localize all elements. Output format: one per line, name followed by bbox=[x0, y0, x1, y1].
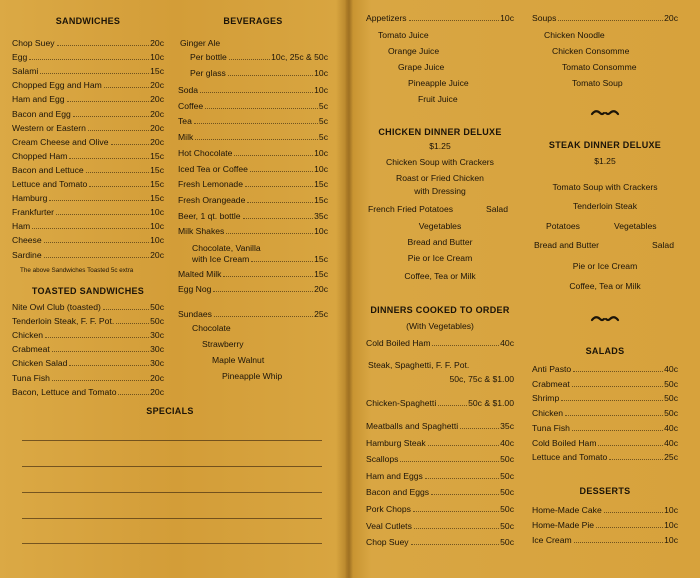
chicken-dinner-line: Bread and Butter bbox=[407, 237, 473, 247]
item-price: 20c bbox=[150, 38, 164, 48]
menu-row bbox=[178, 178, 328, 190]
menu-row bbox=[532, 519, 678, 531]
item-price: 50c bbox=[500, 520, 514, 531]
dot-leader bbox=[413, 510, 499, 512]
item-price: 20c bbox=[150, 108, 164, 119]
ornament-icon bbox=[590, 108, 620, 118]
specials-line bbox=[22, 466, 322, 467]
menu-row bbox=[12, 37, 164, 49]
item-name: Fresh Orangeade bbox=[178, 194, 246, 205]
item-name: Ice Cream bbox=[532, 535, 572, 546]
menu-row bbox=[178, 210, 328, 222]
dot-leader bbox=[86, 171, 149, 173]
dot-leader bbox=[598, 444, 663, 446]
item-price: 10c bbox=[314, 163, 328, 174]
item-name: Cream Cheese and Olive bbox=[12, 136, 109, 147]
item-price: 30c bbox=[150, 330, 164, 341]
dot-leader bbox=[460, 427, 499, 429]
dot-leader bbox=[29, 58, 149, 60]
chicken-dinner-line: Pie or Ice Cream bbox=[407, 253, 473, 263]
dot-leader bbox=[596, 526, 663, 528]
item-name: Lettuce and Tomato bbox=[532, 452, 608, 463]
item-name: Meatballs and Spaghetti bbox=[366, 421, 459, 431]
item-name: Soda bbox=[178, 85, 199, 95]
item-price: 35c bbox=[314, 210, 328, 221]
item-name: Home-Made Pie bbox=[532, 520, 595, 531]
dot-leader bbox=[205, 107, 318, 109]
dot-leader bbox=[572, 385, 663, 387]
dot-leader bbox=[565, 414, 663, 416]
menu-row: Malted Milk 15c bbox=[178, 269, 328, 279]
dot-leader bbox=[104, 86, 149, 88]
item-price: 10c bbox=[150, 207, 164, 218]
menu-row bbox=[366, 453, 514, 465]
dot-leader bbox=[245, 185, 313, 187]
menu-row bbox=[532, 534, 678, 546]
menu-row: Egg Nog 20c bbox=[178, 284, 328, 294]
menu-row bbox=[12, 343, 164, 355]
menu-row bbox=[178, 115, 328, 127]
menu-row bbox=[12, 65, 164, 77]
sundae-flavor: Pineapple Whip bbox=[222, 371, 283, 381]
item-name: Crabmeat bbox=[532, 378, 570, 389]
center-fold bbox=[345, 0, 353, 578]
specials-line bbox=[22, 543, 322, 544]
dot-leader bbox=[67, 100, 150, 102]
chicken-dinner-line: Roast or Fried Chicken bbox=[396, 173, 484, 183]
item-name: Tenderloin Steak, F. F. Pot. bbox=[12, 316, 115, 327]
dot-leader bbox=[561, 399, 663, 401]
item-name: Coffee bbox=[178, 100, 204, 111]
appetizer-item: Grape Juice bbox=[398, 62, 445, 72]
menu-row bbox=[532, 504, 678, 516]
dot-leader bbox=[57, 44, 150, 46]
item-price: 15c bbox=[150, 164, 164, 175]
menu-row bbox=[366, 503, 514, 515]
dot-leader bbox=[44, 241, 150, 243]
item-price: 10c bbox=[664, 535, 678, 546]
item-name: Beer, 1 qt. bottle bbox=[178, 210, 241, 221]
menu-row bbox=[178, 84, 328, 96]
desserts-title: DESSERTS bbox=[579, 486, 631, 496]
menu-row bbox=[12, 192, 164, 204]
item-name: Chop Suey bbox=[366, 537, 409, 548]
menu-row bbox=[12, 220, 164, 232]
sundae-flavor: Chocolate bbox=[192, 323, 231, 333]
item-price: 15c bbox=[150, 66, 164, 77]
item-price: 30c bbox=[150, 358, 164, 369]
menu-row bbox=[12, 315, 164, 327]
menu-row bbox=[178, 100, 328, 112]
menu-row: Per bottle 10c, 25c & 50c bbox=[190, 52, 328, 62]
dot-leader bbox=[44, 256, 150, 258]
dot-leader bbox=[49, 199, 149, 201]
sandwiches-title: SANDWICHES bbox=[55, 16, 121, 26]
dot-leader bbox=[52, 379, 149, 381]
appetizer-item: Orange Juice bbox=[388, 46, 440, 56]
item-price: 40c bbox=[664, 422, 678, 433]
dot-leader bbox=[103, 308, 149, 310]
dot-leader bbox=[431, 493, 499, 495]
item-price: 40c bbox=[500, 437, 514, 448]
item-price: 10c bbox=[314, 226, 328, 237]
soup-item: Tomato Soup bbox=[572, 78, 623, 88]
item-price: 50c bbox=[150, 316, 164, 327]
steak-dinner-line: Pie or Ice Cream bbox=[572, 261, 638, 271]
item-name: Salami bbox=[12, 66, 39, 77]
item-name: Western or Eastern bbox=[12, 122, 86, 133]
sundae-flavor: Strawberry bbox=[202, 339, 244, 349]
item-name: Hamburg bbox=[12, 193, 48, 204]
item-name: Milk Shakes bbox=[178, 226, 225, 237]
item-name: Chicken bbox=[12, 330, 44, 341]
menu-row bbox=[12, 136, 164, 148]
dot-leader bbox=[52, 350, 149, 352]
menu-row: Cold Boiled Ham 40c bbox=[366, 338, 514, 348]
dinners-title: DINNERS COOKED TO ORDER bbox=[370, 305, 510, 315]
steak-dinner-line: Coffee, Tea or Milk bbox=[569, 281, 641, 291]
appetizer-item: Fruit Juice bbox=[418, 94, 458, 104]
item-price: 50c bbox=[150, 302, 164, 312]
menu-row bbox=[366, 486, 514, 498]
menu-row bbox=[178, 147, 328, 159]
menu-row: Chicken-Spaghetti 50c & $1.00 bbox=[366, 398, 514, 408]
steak-dinner-line: Tomato Soup with Crackers bbox=[552, 182, 658, 192]
menu-row bbox=[366, 420, 514, 432]
item-price: 5c bbox=[318, 100, 328, 111]
menu-row bbox=[178, 194, 328, 206]
menu-row bbox=[12, 51, 164, 63]
item-name: Chicken Salad bbox=[12, 358, 68, 369]
steak-dinner-line: Vegetables bbox=[614, 221, 657, 231]
item-name: Veal Cutlets bbox=[366, 520, 412, 531]
item-name: Hot Chocolate bbox=[178, 147, 233, 158]
item-name: Cheese bbox=[12, 235, 42, 246]
item-name: Shrimp bbox=[532, 393, 560, 404]
item-name: Chopped Egg and Ham bbox=[12, 80, 102, 91]
menu-row bbox=[12, 122, 164, 134]
menu-row bbox=[12, 164, 164, 176]
dot-leader bbox=[195, 138, 318, 140]
dot-leader bbox=[56, 213, 149, 215]
item-price: 20c bbox=[150, 122, 164, 133]
menu-row: with Ice Cream 15c bbox=[192, 254, 328, 264]
item-price: 50c bbox=[500, 537, 514, 548]
item-name: Ham and Eggs bbox=[366, 470, 423, 481]
soup-item: Tomato Consomme bbox=[562, 62, 637, 72]
dot-leader bbox=[411, 543, 500, 545]
item-price: 10c bbox=[150, 235, 164, 246]
specials-line bbox=[22, 440, 322, 441]
item-price: 50c bbox=[500, 470, 514, 481]
chicken-dinner-line: Vegetables bbox=[418, 221, 462, 231]
menu-row bbox=[178, 225, 328, 237]
menu-row bbox=[12, 178, 164, 190]
dot-leader bbox=[89, 185, 149, 187]
dot-leader bbox=[111, 143, 150, 145]
item-name: Egg bbox=[12, 52, 28, 63]
item-price: 20c bbox=[150, 249, 164, 260]
item-price: 25c bbox=[664, 452, 678, 463]
chicken-dinner-title: CHICKEN DINNER DELUXE bbox=[378, 127, 502, 137]
item-name: Iced Tea or Coffee bbox=[178, 163, 248, 174]
menu-row bbox=[532, 437, 678, 449]
item-name: Frankfurter bbox=[12, 207, 55, 218]
dot-leader bbox=[32, 227, 149, 229]
menu-row bbox=[532, 451, 678, 463]
steak-spaghetti-price: 50c, 75c & $1.00 bbox=[449, 374, 514, 384]
item-price: 20c bbox=[150, 80, 164, 91]
item-name: Cold Boiled Ham bbox=[532, 437, 597, 448]
choc-vanilla-label: Chocolate, Vanilla bbox=[192, 243, 261, 253]
menu-row bbox=[12, 234, 164, 246]
dot-leader bbox=[234, 154, 313, 156]
item-price: 5c bbox=[318, 116, 328, 127]
dot-leader bbox=[250, 170, 313, 172]
menu-row bbox=[532, 378, 678, 390]
item-name: Bacon and Egg bbox=[12, 108, 71, 119]
menu-row bbox=[366, 470, 514, 482]
item-price: 10c bbox=[314, 147, 328, 158]
menu-row bbox=[366, 520, 514, 532]
chicken-dinner-price: $1.25 bbox=[429, 141, 451, 151]
steak-spaghetti-name: Steak, Spaghetti, F. F. Pot. bbox=[368, 360, 470, 370]
menu-row bbox=[366, 536, 514, 548]
menu-row: Sundaes 25c bbox=[178, 309, 328, 319]
menu-row bbox=[12, 150, 164, 162]
menu-row: Soups 20c bbox=[532, 13, 678, 23]
menu-row: Appetizers 10c bbox=[366, 13, 514, 23]
steak-dinner-line: Salad bbox=[652, 240, 674, 250]
item-name: Lettuce and Tomato bbox=[12, 179, 88, 189]
dot-leader bbox=[572, 429, 663, 431]
dot-leader bbox=[73, 115, 149, 117]
item-price: 20c bbox=[150, 372, 164, 383]
item-name: Ham bbox=[12, 221, 31, 232]
chicken-dinner-line: Salad bbox=[486, 204, 508, 214]
dot-leader bbox=[200, 91, 313, 93]
ornament-icon bbox=[590, 314, 620, 324]
chicken-dinner-line: Chicken Soup with Crackers bbox=[386, 157, 494, 167]
chicken-dinner-line: with Dressing bbox=[414, 186, 466, 196]
column-beverages bbox=[178, 0, 328, 400]
appetizer-item: Tomato Juice bbox=[378, 30, 429, 40]
item-name: Nite Owl Club (toasted) bbox=[12, 302, 101, 312]
dot-leader bbox=[88, 129, 149, 131]
item-price: 20c bbox=[150, 386, 164, 397]
chicken-dinner-line: French Fried Potatoes bbox=[368, 204, 454, 214]
item-price: 15c bbox=[314, 194, 328, 205]
toasted-sandwiches-title: TOASTED SANDWICHES bbox=[31, 286, 145, 296]
menu-row bbox=[12, 386, 164, 398]
item-name: Fresh Lemonade bbox=[178, 179, 243, 190]
item-price: 40c bbox=[664, 437, 678, 448]
item-price: 10c bbox=[150, 52, 164, 63]
specials-line bbox=[22, 492, 322, 493]
menu-row bbox=[12, 249, 164, 261]
dot-leader bbox=[243, 217, 314, 219]
dot-leader bbox=[194, 122, 318, 124]
item-price: 10c bbox=[664, 520, 678, 531]
dot-leader bbox=[574, 541, 664, 543]
steak-dinner-line: Tenderloin Steak bbox=[572, 201, 638, 211]
menu-row bbox=[12, 206, 164, 218]
item-name: Tuna Fish bbox=[12, 372, 50, 383]
item-name: Hamburg Steak bbox=[366, 437, 426, 448]
item-price: 35c bbox=[500, 421, 514, 431]
item-name: Chicken bbox=[532, 408, 564, 419]
item-name: Anti Pasto bbox=[532, 364, 572, 374]
dot-leader bbox=[226, 232, 313, 234]
item-price: 15c bbox=[150, 193, 164, 204]
item-name: Home-Made Cake bbox=[532, 505, 602, 515]
dinners-subtitle: (With Vegetables) bbox=[406, 321, 474, 331]
dot-leader bbox=[425, 477, 499, 479]
dot-leader bbox=[45, 336, 149, 338]
steak-dinner-price: $1.25 bbox=[594, 156, 616, 166]
dot-leader bbox=[69, 157, 149, 159]
column-soups-salads bbox=[532, 0, 678, 578]
item-name: Chop Suey bbox=[12, 38, 55, 48]
menu-row bbox=[532, 422, 678, 434]
menu-row bbox=[366, 437, 514, 449]
toasted-extra-note: The above Sandwiches Toasted 5c extra bbox=[20, 267, 134, 274]
dot-leader bbox=[573, 370, 663, 372]
dot-leader bbox=[118, 393, 149, 395]
item-price: 10c bbox=[664, 505, 678, 515]
dot-leader bbox=[400, 460, 499, 462]
menu-row bbox=[532, 392, 678, 404]
item-price: 50c bbox=[500, 504, 514, 514]
item-name: Milk bbox=[178, 132, 194, 143]
item-name: Tea bbox=[178, 116, 192, 127]
dot-leader bbox=[414, 527, 499, 529]
menu-row bbox=[532, 407, 678, 419]
menu-row bbox=[12, 79, 164, 91]
item-name: Pork Chops bbox=[366, 504, 411, 514]
item-price: 30c bbox=[150, 344, 164, 355]
dot-leader bbox=[247, 201, 313, 203]
item-price: 50c bbox=[500, 454, 514, 465]
menu-row bbox=[178, 131, 328, 143]
chicken-dinner-line: Coffee, Tea or Milk bbox=[404, 271, 476, 281]
item-price: 50c bbox=[664, 378, 678, 389]
dot-leader bbox=[609, 458, 663, 460]
menu-row bbox=[12, 301, 164, 313]
item-name: Chopped Ham bbox=[12, 150, 68, 161]
dot-leader bbox=[69, 364, 149, 366]
beverages-title: BEVERAGES bbox=[223, 16, 283, 26]
item-price: 20c bbox=[150, 136, 164, 147]
item-price: 50c bbox=[500, 487, 514, 498]
item-name: Sardine bbox=[12, 249, 42, 260]
item-price: 40c bbox=[664, 364, 678, 374]
item-price: 5c bbox=[318, 132, 328, 143]
item-price: 50c bbox=[664, 408, 678, 419]
item-name: Tuna Fish bbox=[532, 422, 570, 433]
menu-row: Per glass 10c bbox=[190, 68, 328, 78]
menu-row bbox=[12, 108, 164, 120]
steak-dinner-line: Bread and Butter bbox=[534, 240, 599, 250]
item-price: 15c bbox=[314, 179, 328, 190]
dot-leader bbox=[40, 72, 149, 74]
menu-row bbox=[532, 363, 678, 375]
item-name: Scallops bbox=[366, 454, 399, 465]
item-price: 20c bbox=[150, 94, 164, 105]
specials-title: SPECIALS bbox=[146, 406, 194, 416]
soup-item: Chicken Consomme bbox=[552, 46, 630, 56]
item-price: 15c bbox=[150, 179, 164, 189]
menu-row bbox=[12, 93, 164, 105]
dot-leader bbox=[604, 511, 663, 513]
column-dinners bbox=[366, 0, 514, 578]
item-price: 50c bbox=[664, 393, 678, 404]
item-name: Ham and Egg bbox=[12, 94, 65, 105]
item-name: Bacon and Lettuce bbox=[12, 164, 84, 175]
menu-row bbox=[12, 357, 164, 369]
soup-item: Chicken Noodle bbox=[544, 30, 605, 40]
dot-leader bbox=[428, 444, 499, 446]
sundae-flavor: Maple Walnut bbox=[212, 355, 265, 365]
item-price: 15c bbox=[150, 150, 164, 161]
ginger-ale-label: Ginger Ale bbox=[180, 38, 221, 48]
dot-leader bbox=[116, 322, 149, 324]
menu-row bbox=[12, 329, 164, 341]
menu-row bbox=[178, 163, 328, 175]
item-name: Crabmeat bbox=[12, 344, 50, 355]
item-name: Bacon, Lettuce and Tomato bbox=[12, 386, 117, 397]
menu-row bbox=[12, 372, 164, 384]
steak-dinner-title: STEAK DINNER DELUXE bbox=[548, 140, 662, 150]
steak-dinner-line: Potatoes bbox=[546, 221, 580, 231]
item-price: 10c bbox=[314, 85, 328, 95]
item-price: 10c bbox=[150, 221, 164, 232]
specials-line bbox=[22, 518, 322, 519]
item-name: Bacon and Eggs bbox=[366, 487, 430, 498]
salads-title: SALADS bbox=[585, 346, 625, 356]
appetizer-item: Pineapple Juice bbox=[408, 78, 469, 88]
